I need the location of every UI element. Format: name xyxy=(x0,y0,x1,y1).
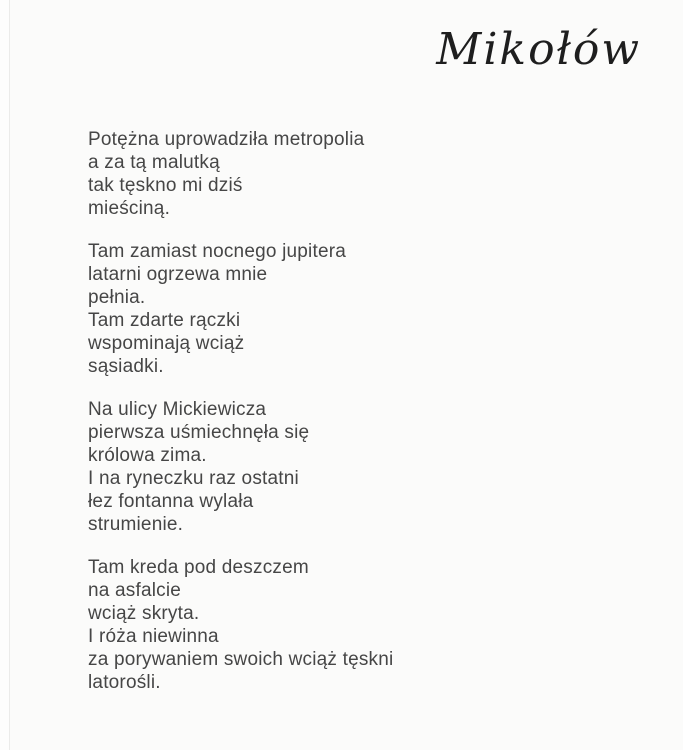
poem-line: sąsiadki. xyxy=(88,356,164,377)
stanza-2 xyxy=(88,240,393,378)
poem-line: tak tęskno mi dziś xyxy=(88,175,243,196)
stanza-3 xyxy=(88,398,393,536)
poem-line: pierwsza uśmiechnęła się xyxy=(88,422,310,443)
poem-line: wciąż skryta. xyxy=(88,603,200,624)
poem-line: latorośli. xyxy=(88,672,161,693)
poem-line: Tam zamiast nocnego jupitera xyxy=(88,241,347,262)
page-edge-divider xyxy=(9,0,10,750)
poem-line: mieściną. xyxy=(88,198,171,219)
stanza-4 xyxy=(88,556,393,694)
poem-line: Na ulicy Mickiewicza xyxy=(88,399,267,420)
poem-line: Tam kreda pod deszczem xyxy=(88,557,309,578)
page-edge-strip xyxy=(0,0,9,750)
poem-line: Potężna uprowadziła metropolia xyxy=(88,129,365,150)
stanza-1 xyxy=(88,128,393,220)
poem-line: królowa zima. xyxy=(88,445,207,466)
poem-line: latarni ogrzewa mnie xyxy=(88,264,268,285)
poem-line: Tam zdarte rączki xyxy=(88,310,241,331)
poem-line: I róża niewinna xyxy=(88,626,219,647)
poem-line: łez fontanna wylała xyxy=(88,491,254,512)
poem-line: strumienie. xyxy=(88,514,184,535)
poem-line: wspominają wciąż xyxy=(88,333,245,354)
poem-title: Mikołów xyxy=(436,24,641,75)
poem-line: na asfalcie xyxy=(88,580,182,601)
poem-body xyxy=(88,128,393,694)
poem-line: pełnia. xyxy=(88,287,146,308)
poem-line: I na ryneczku raz ostatni xyxy=(88,468,299,489)
poem-line: a za tą malutką xyxy=(88,152,220,173)
poem-line: za porywaniem swoich wciąż tęskni xyxy=(88,649,394,670)
